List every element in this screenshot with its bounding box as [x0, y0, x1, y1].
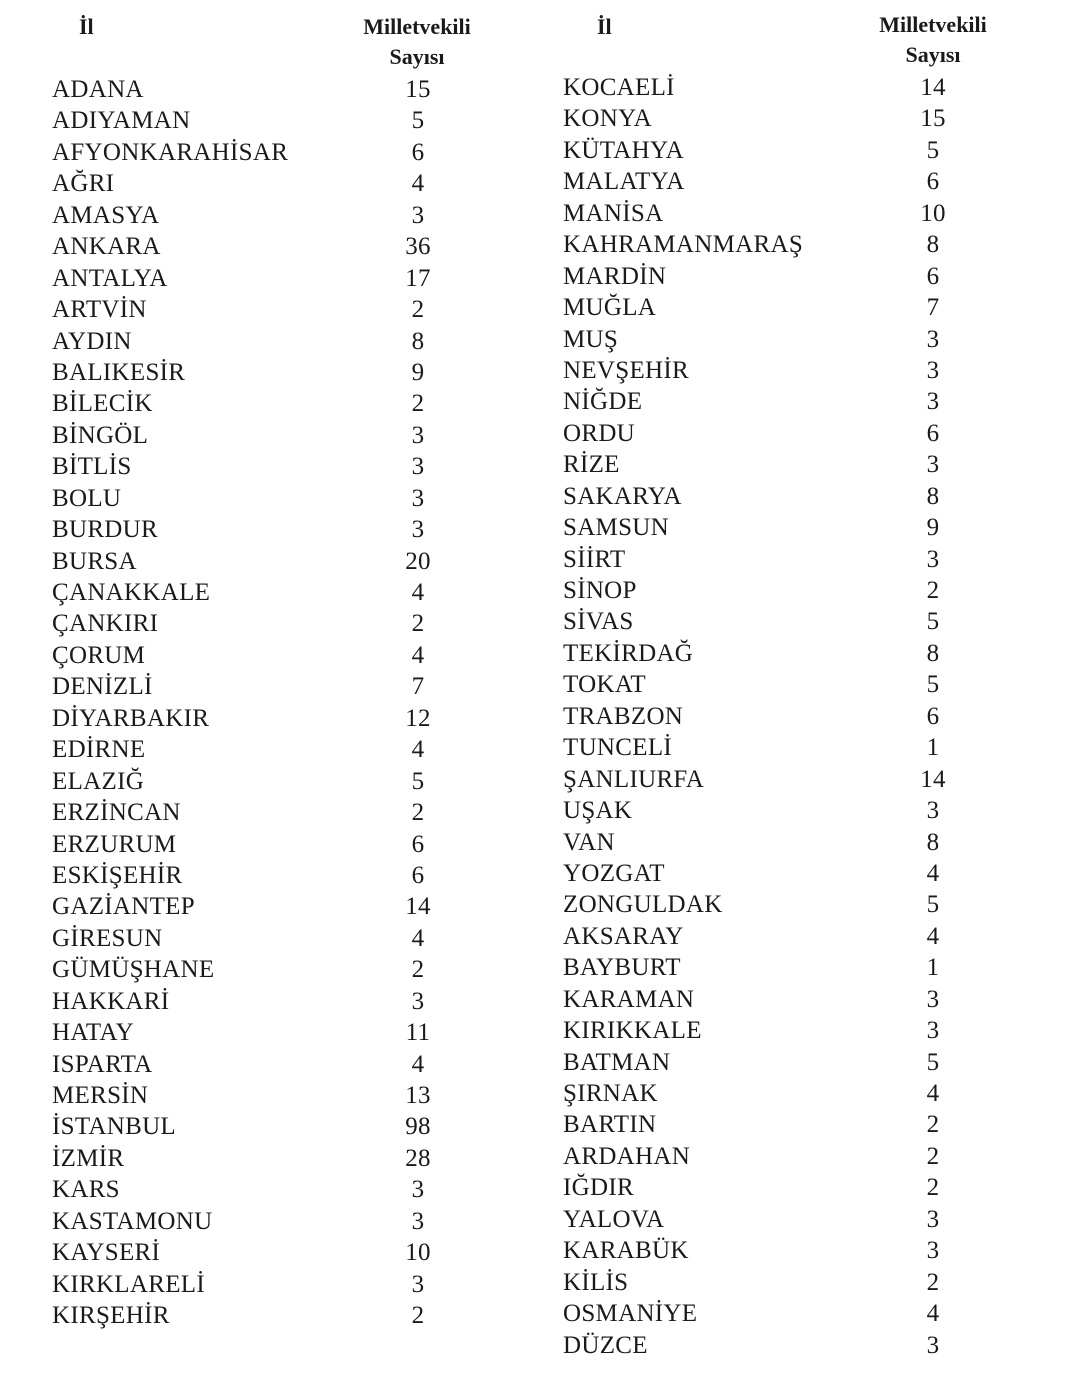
deputy-count: 2	[411, 610, 425, 638]
province-name: AMASYA	[52, 201, 160, 229]
province-name: TRABZON	[563, 702, 684, 730]
province-name: BURSA	[52, 547, 137, 575]
deputy-count: 9	[926, 514, 940, 542]
deputy-count: 3	[411, 453, 425, 481]
province-name: İZMİR	[52, 1144, 125, 1172]
deputy-count: 3	[926, 1331, 940, 1359]
province-name: MANİSA	[563, 199, 664, 227]
deputy-count: 3	[926, 1017, 940, 1045]
deputy-count: 3	[926, 545, 940, 573]
deputy-count: 8	[411, 327, 425, 355]
deputy-count: 6	[926, 262, 940, 290]
province-name: KARS	[52, 1176, 120, 1204]
deputy-count: 3	[411, 987, 425, 1015]
province-name: ADANA	[52, 76, 144, 103]
province-name: ESKİŞEHİR	[52, 861, 183, 889]
deputy-count: 3	[411, 201, 425, 229]
header-il: İl	[597, 14, 612, 39]
header-milletvekili-sayisi	[332, 12, 502, 72]
header-milletvekili-sayisi	[848, 10, 1018, 70]
province-name: HATAY	[52, 1019, 134, 1047]
header-il: İl	[79, 14, 94, 39]
header-count-line2: Sayısı	[389, 44, 445, 69]
deputy-count: 4	[411, 1050, 425, 1078]
province-name: ÇANKIRI	[52, 610, 159, 638]
province-name: KIRŞEHİR	[52, 1302, 170, 1330]
deputy-count: 6	[926, 419, 940, 447]
deputy-count: 8	[926, 482, 940, 510]
province-name: AKSARAY	[563, 922, 684, 950]
province-name: SAMSUN	[563, 514, 669, 542]
deputy-count: 8	[926, 639, 940, 667]
province-name: ÇANAKKALE	[52, 579, 211, 606]
province-name: BATMAN	[563, 1048, 671, 1076]
deputy-count: 3	[411, 1207, 425, 1235]
deputy-count: 4	[926, 1080, 940, 1107]
province-name: ŞIRNAK	[563, 1080, 658, 1107]
province-name: YOZGAT	[563, 859, 665, 887]
province-name: ANKARA	[52, 233, 161, 261]
deputy-count: 11	[405, 1019, 431, 1047]
province-name: UŞAK	[563, 797, 633, 825]
province-name: AFYONKARAHİSAR	[52, 138, 289, 166]
deputy-count: 14	[405, 893, 431, 921]
deputy-count: 28	[405, 1144, 431, 1172]
deputy-count: 20	[405, 547, 431, 575]
deputy-count: 7	[926, 294, 940, 322]
deputy-count: 3	[926, 356, 940, 384]
deputy-count: 15	[920, 105, 946, 133]
deputy-count: 6	[411, 138, 425, 166]
province-name: OSMANİYE	[563, 1300, 698, 1328]
deputy-count: 10	[405, 1239, 431, 1267]
deputy-count: 2	[411, 296, 425, 324]
province-name: ELAZIĞ	[52, 767, 145, 795]
deputy-count: 2	[411, 390, 425, 418]
deputy-count: 2	[926, 1174, 940, 1202]
deputy-count: 3	[926, 985, 940, 1013]
province-name: RİZE	[563, 451, 620, 479]
deputy-count: 17	[405, 264, 431, 292]
province-name: KARAMAN	[563, 985, 695, 1013]
province-name: BOLU	[52, 484, 122, 512]
province-name: EDİRNE	[52, 736, 146, 764]
province-name: ANTALYA	[52, 264, 168, 292]
deputy-count: 14	[920, 74, 946, 101]
deputy-count: 5	[926, 671, 940, 699]
province-name: TOKAT	[563, 671, 646, 699]
province-name: ERZURUM	[52, 830, 177, 858]
deputy-count: 4	[411, 170, 425, 198]
deputy-count: 4	[926, 859, 940, 887]
header-count-line1: Milletvekili	[879, 12, 987, 37]
province-name: DÜZCE	[563, 1331, 648, 1359]
province-name: VAN	[563, 828, 615, 856]
province-name: MUŞ	[563, 325, 619, 353]
deputy-count: 5	[411, 767, 425, 795]
deputy-count: 1	[926, 954, 940, 982]
province-name: HAKKARİ	[52, 987, 170, 1015]
province-name: ERZİNCAN	[52, 799, 181, 827]
province-name: ISPARTA	[52, 1050, 153, 1078]
province-name: KASTAMONU	[52, 1207, 213, 1235]
province-name: SİVAS	[563, 608, 634, 636]
deputy-count: 98	[405, 1113, 431, 1141]
deputy-count: 4	[411, 641, 425, 669]
province-name: ŞANLIURFA	[563, 765, 705, 793]
province-name: ZONGULDAK	[563, 891, 723, 919]
province-name: IĞDIR	[563, 1174, 634, 1202]
province-name: MALATYA	[563, 168, 685, 196]
deputy-count: 3	[926, 1205, 940, 1233]
province-name: TUNCELİ	[563, 734, 673, 762]
province-name: KİLİS	[563, 1268, 629, 1296]
deputy-count: 6	[926, 168, 940, 196]
deputy-count: 5	[926, 136, 940, 164]
deputy-count: 4	[411, 736, 425, 764]
deputy-count: 1	[926, 734, 940, 762]
province-name: BARTIN	[563, 1111, 657, 1139]
province-name: BİNGÖL	[52, 421, 149, 449]
province-name: GİRESUN	[52, 924, 163, 952]
deputy-count: 12	[405, 704, 431, 732]
province-name: AYDIN	[52, 327, 132, 355]
province-name: ÇORUM	[52, 641, 146, 669]
deputy-count: 14	[920, 765, 946, 793]
province-name: SİİRT	[563, 545, 626, 573]
deputy-count: 13	[405, 1082, 431, 1109]
deputy-count: 2	[926, 1111, 940, 1139]
province-name: TEKİRDAĞ	[563, 639, 694, 667]
deputy-count: 3	[926, 388, 940, 416]
deputy-count: 6	[411, 861, 425, 889]
deputy-count: 3	[411, 1270, 425, 1298]
province-name: ARTVİN	[52, 296, 147, 324]
deputy-count: 5	[926, 608, 940, 636]
province-name: AĞRI	[52, 170, 115, 198]
deputy-count: 8	[926, 828, 940, 856]
province-name: DİYARBAKIR	[52, 704, 210, 732]
province-name: BİLECİK	[52, 390, 153, 418]
deputy-count: 2	[411, 1302, 425, 1330]
deputy-count: 3	[926, 451, 940, 479]
province-name: DENİZLİ	[52, 673, 153, 701]
province-name: KONYA	[563, 105, 652, 133]
deputy-count: 5	[926, 891, 940, 919]
deputy-count: 3	[411, 516, 425, 544]
header-count-line2: Sayısı	[905, 42, 961, 67]
deputy-count: 2	[411, 956, 425, 984]
deputy-count: 2	[926, 1142, 940, 1170]
province-name: KÜTAHYA	[563, 136, 684, 164]
deputy-count: 4	[411, 924, 425, 952]
province-name: NİĞDE	[563, 388, 643, 416]
header-count-line1: Milletvekili	[363, 14, 471, 39]
province-name: NEVŞEHİR	[563, 356, 690, 384]
province-name: ORDU	[563, 419, 636, 447]
province-name: KAYSERİ	[52, 1239, 161, 1267]
province-name: KIRIKKALE	[563, 1017, 702, 1045]
deputy-count: 6	[926, 702, 940, 730]
province-name: SAKARYA	[563, 482, 682, 510]
province-name: KAHRAMANMARAŞ	[563, 231, 804, 259]
province-name: MARDİN	[563, 262, 667, 290]
deputy-count: 2	[926, 577, 940, 604]
province-name: BAYBURT	[563, 954, 681, 982]
deputy-count: 36	[405, 233, 431, 261]
deputy-count: 2	[926, 1268, 940, 1296]
deputy-count: 3	[926, 325, 940, 353]
deputy-count: 5	[926, 1048, 940, 1076]
province-name: ADIYAMAN	[52, 107, 191, 135]
deputy-count: 3	[411, 484, 425, 512]
province-name: ARDAHAN	[563, 1142, 691, 1170]
deputy-count: 4	[926, 922, 940, 950]
deputy-count: 5	[411, 107, 425, 135]
deputy-count: 3	[411, 1176, 425, 1204]
deputy-count: 10	[920, 199, 946, 227]
province-name: MUĞLA	[563, 294, 657, 322]
province-name: MERSİN	[52, 1082, 149, 1109]
deputy-count: 4	[411, 579, 425, 606]
deputy-count: 3	[926, 797, 940, 825]
province-name: YALOVA	[563, 1205, 665, 1233]
deputy-count: 3	[926, 1237, 940, 1265]
province-name: GÜMÜŞHANE	[52, 956, 215, 984]
deputy-count: 8	[926, 231, 940, 259]
province-name: BALIKESİR	[52, 358, 186, 386]
province-name: GAZİANTEP	[52, 893, 195, 921]
deputy-count: 7	[411, 673, 425, 701]
deputy-count: 15	[405, 76, 431, 103]
deputy-count: 2	[411, 799, 425, 827]
province-name: KARABÜK	[563, 1237, 689, 1265]
province-name: BURDUR	[52, 516, 158, 544]
province-name: BİTLİS	[52, 453, 132, 481]
province-name: İSTANBUL	[52, 1113, 177, 1141]
province-name: KOCAELİ	[563, 74, 675, 101]
deputy-count: 4	[926, 1300, 940, 1328]
province-name: SİNOP	[563, 577, 637, 604]
province-name: KIRKLARELİ	[52, 1270, 205, 1298]
deputy-count: 3	[411, 421, 425, 449]
deputy-count: 9	[411, 358, 425, 386]
deputy-count: 6	[411, 830, 425, 858]
